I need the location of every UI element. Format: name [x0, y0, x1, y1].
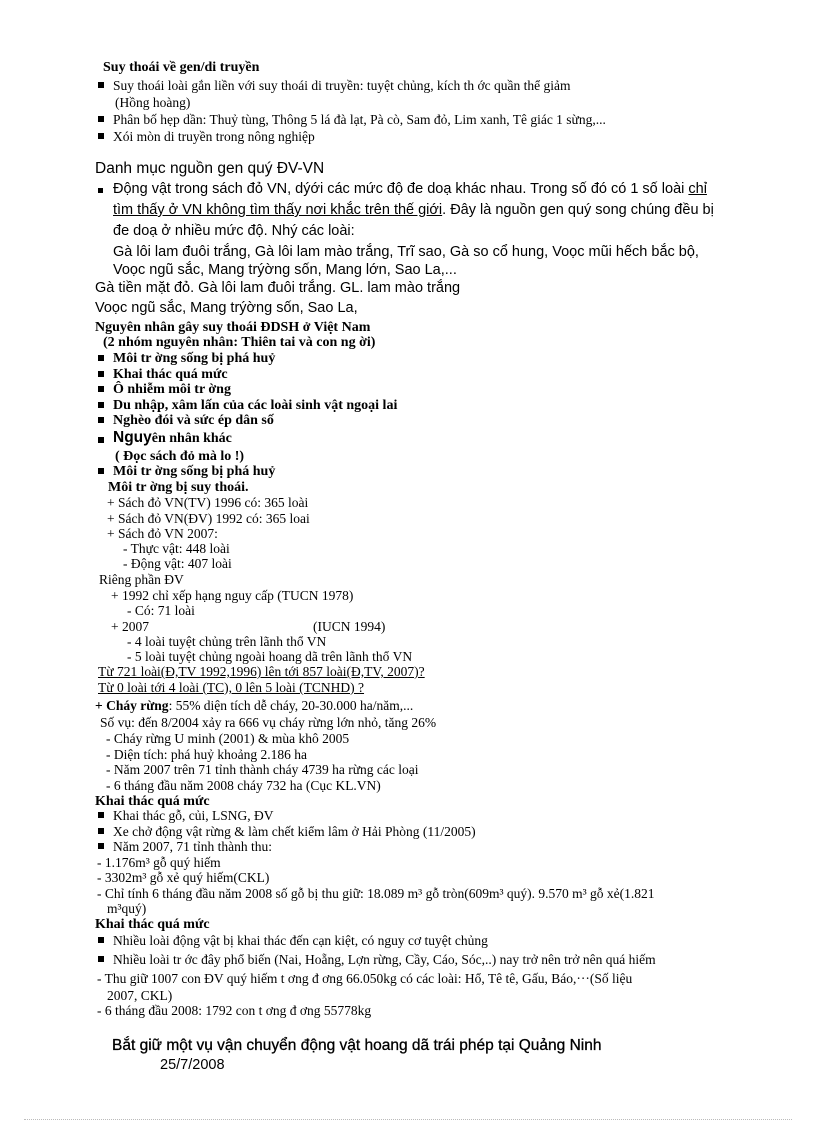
habitat-degraded: Môi tr ờng bị suy thoái. [108, 480, 249, 495]
red-book-line: - Thực vật: 448 loài [123, 541, 230, 556]
forest-fire-line [95, 698, 413, 714]
fire-line: - Năm 2007 trên 71 tỉnh thành cháy 4739 ha rừng các loại [106, 762, 419, 777]
plus-marker: + [95, 698, 107, 713]
underlined-text: chỉ [688, 181, 707, 197]
danh-muc-line-6: Gà tiền mặt đỏ. Gà lôi lam đuôi trắng. GL. lam mào trắng [95, 280, 461, 296]
caption-date: 25/7/2008 [160, 1057, 225, 1073]
text: : 55% diện tích dễ cháy, 20-30.000 ha/năm,... [168, 698, 414, 713]
bullet-icon [98, 828, 104, 834]
bullet-icon [98, 133, 104, 139]
exploitation-bullet: Nhiều loài động vật bị khai thác đến cạn kiệt, có nguy cơ tuyệt chủng [113, 933, 488, 948]
danh-muc-line-5: Voọc ngũ sắc, Mang trýờng sốn, Mang lớn, Sao La,... [113, 262, 457, 278]
red-book-line: - 5 loài tuyệt chủng ngoài hoang dã trên lãnh thổ VN [127, 649, 413, 664]
exploitation-line: - Chỉ tính 6 tháng đầu năm 2008 số gỗ bị thu giữ: 18.089 m³ gỗ tròn(609m³ quý). 9.570 m³ gỗ xẻ(1.821 [97, 886, 655, 901]
bullet-icon [98, 437, 104, 443]
bullet-icon [98, 355, 104, 361]
red-book-question: Từ 721 loài(Đ,TV 1992,1996) lên tới 857 loài(Đ,TV, 2007)? [98, 664, 425, 679]
red-book-line: - Động vật: 407 loài [123, 556, 232, 571]
exploitation-line: - 6 tháng đầu 2008: 1792 con t ơng đ ơng 55778kg [97, 1003, 372, 1018]
cause-item: Khai thác quá mức [113, 367, 228, 382]
danh-muc-line-2 [113, 201, 714, 220]
fire-line: - Diện tích: phá huỷ khoảng 2.186 ha [106, 747, 307, 762]
red-book-line: + Sách đỏ VN 2007: [107, 526, 218, 541]
exploitation-bullet: Khai thác gỗ, củi, LSNG, ĐV [113, 808, 274, 823]
page-bottom-divider [24, 1119, 792, 1120]
bullet-icon [98, 468, 104, 474]
cause-item-other [113, 430, 232, 447]
bullet-icon [98, 843, 104, 849]
red-book-line: + 2007 [111, 619, 149, 634]
exploitation-line: - 3302m³ gỗ xẻ quý hiếm(CKL) [97, 870, 270, 885]
danh-muc-line-7: Voọc ngũ sắc, Mang trýờng sốn, Sao La, [95, 300, 358, 316]
bullet-icon [98, 188, 103, 193]
exploitation-bullet: Nhiều loài tr ớc đây phổ biến (Nai, Hoẵng, Lợn rừng, Cầy, Cáo, Sóc,..) nay trở nên trở nên quá hiếm [113, 952, 656, 967]
cause-item: Môi tr ờng sống bị phá huỷ [113, 351, 276, 366]
text: Nguy [113, 429, 152, 446]
caption-title: Bắt giữ một vụ vận chuyển động vật hoang dã trái phép tại Quảng Ninh [112, 1037, 602, 1054]
red-book-question: Từ 0 loài tới 4 loài (TC), 0 lên 5 loài (TCNHD) ? [98, 680, 365, 695]
bullet-icon [98, 371, 104, 377]
danh-muc-line-1 [113, 180, 707, 199]
gen-bullet-1-cont: (Hồng hoàng) [115, 95, 191, 110]
fire-line: Số vụ: đến 8/2004 xảy ra 666 vụ cháy rừng lớn nhỏ, tăng 26% [100, 715, 437, 730]
gen-bullet-1: Suy thoái loài gắn liền với suy thoái di truyền: tuyệt chủng, kích th ớc quần thể giảm [113, 78, 571, 93]
exploitation-bullet: Xe chở động vật rừng & làm chết kiểm lâm ở Hải Phòng (11/2005) [113, 824, 476, 839]
red-book-line: - Có: 71 loài [127, 603, 195, 618]
bullet-icon [98, 937, 104, 943]
section-title-nguyen-nhan: Nguyên nhân gây suy thoái ĐDSH ở Việt Nam [95, 320, 371, 335]
red-book-line: - 4 loài tuyệt chủng trên lãnh thổ VN [127, 634, 327, 649]
section-title-danh-muc: Danh mục nguồn gen quý ĐV-VN [95, 160, 325, 177]
exploitation-line: m³quý) [107, 901, 147, 916]
section-title-overexploitation: Khai thác quá mức [95, 794, 210, 809]
bullet-icon [98, 402, 104, 408]
bullet-icon [98, 812, 104, 818]
red-book-line: + 1992 chỉ xếp hạng nguy cấp (TUCN 1978) [111, 588, 354, 603]
underlined-text: tìm thấy ở VN không tìm thấy nơi khắc trên thế giới [113, 202, 443, 218]
bullet-icon [98, 956, 104, 962]
bullet-icon [98, 82, 104, 88]
section-title-overexploitation-2: Khai thác quá mức [95, 917, 210, 932]
exploitation-line: 2007, CKL) [107, 988, 173, 1003]
read-red-book-note: ( Đọc sách đỏ mà lo !) [115, 449, 245, 464]
bullet-icon [98, 417, 104, 423]
text: ên nhân khác [151, 431, 232, 446]
gen-bullet-3: Xói mòn di truyền trong nông nghiệp [113, 129, 315, 144]
cause-item: Du nhập, xâm lấn của các loài sinh vật ngoại lai [113, 398, 398, 413]
exploitation-bullet: Năm 2007, 71 tỉnh thành thu: [113, 839, 272, 854]
nguyen-nhan-subtitle: (2 nhóm nguyên nhân: Thiên tai và con ng ời) [103, 335, 376, 350]
habitat-item: Môi tr ờng sống bị phá huỷ [113, 464, 276, 479]
bullet-icon [98, 386, 104, 392]
cause-item: Nghèo đói và sức ép dân số [113, 413, 274, 428]
red-book-line: + Sách đỏ VN(TV) 1996 có: 365 loài [107, 495, 309, 510]
forest-fire-label: Cháy rừng [106, 698, 169, 713]
bullet-icon [98, 116, 104, 122]
cause-item: Ô nhiễm môi tr ờng [113, 382, 231, 397]
danh-muc-line-3: đe doạ ở nhiều mức độ. Nhý các loài: [113, 223, 355, 239]
exploitation-line: - 1.176m³ gỗ quý hiếm [97, 855, 221, 870]
exploitation-line: - Thu giữ 1007 con ĐV quý hiếm t ơng đ ơng 66.050kg có các loài: Hổ, Tê tê, Gấu, Báo,···(Số liệu [97, 971, 633, 986]
section-title-gen: Suy thoái về gen/di truyền [103, 60, 260, 75]
red-book-line: + Sách đỏ VN(ĐV) 1992 có: 365 loai [107, 511, 310, 526]
danh-muc-line-4: Gà lôi lam đuôi trắng, Gà lôi lam mào trắng, Trĩ sao, Gà so cổ hung, Voọc mũi hếch bắc bộ, [113, 244, 699, 260]
text: . Đây là nguồn gen quý song chúng đều bị [442, 202, 714, 218]
red-book-line: Riêng phần ĐV [99, 572, 184, 587]
fire-line: - Cháy rừng U minh (2001) & mùa khô 2005 [106, 731, 350, 746]
fire-line: - 6 tháng đầu năm 2008 cháy 732 ha (Cục KL.VN) [106, 778, 381, 793]
red-book-line: (IUCN 1994) [313, 619, 386, 634]
gen-bullet-2: Phân bố hẹp dần: Thuỷ tùng, Thông 5 lá đà lạt, Pà cò, Sam đỏ, Lim xanh, Tê giác 1 sừng,... [113, 112, 606, 127]
text: Động vật trong sách đỏ VN, dýới các mức độ đe doạ khác nhau. Trong số đó có 1 số loài [113, 181, 689, 197]
